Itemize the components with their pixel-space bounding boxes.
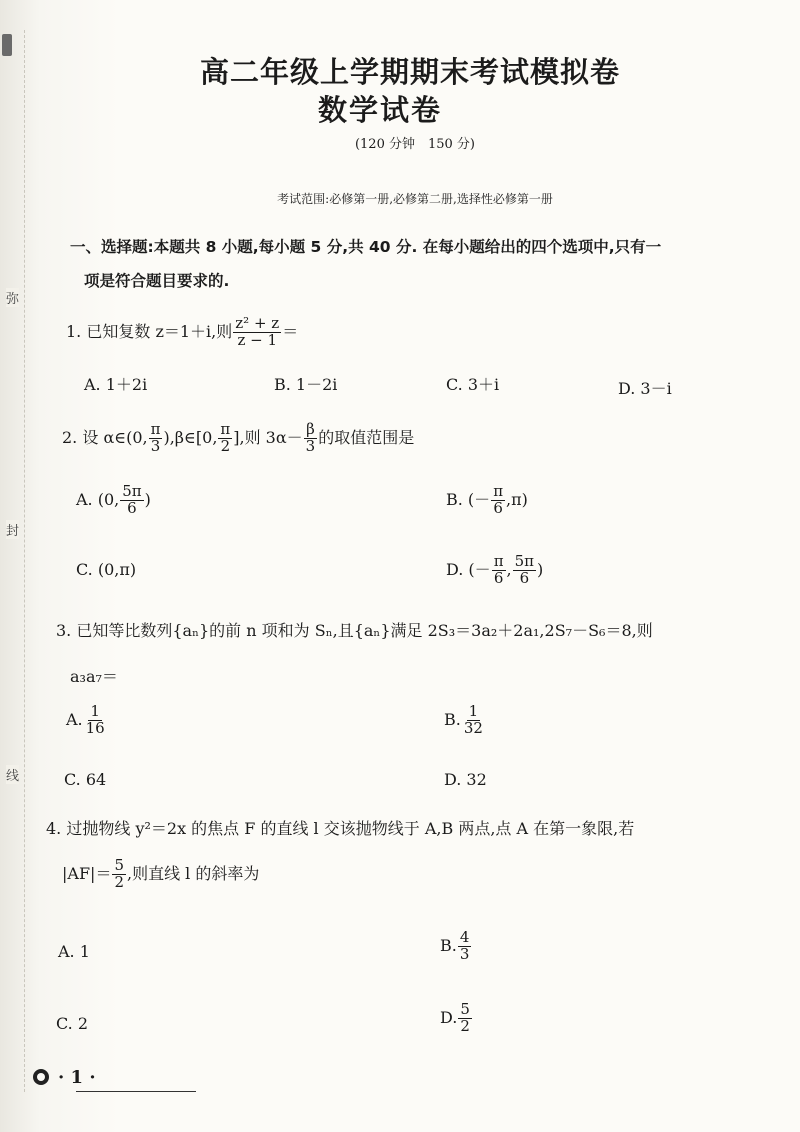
q4-option-c: C. 2 bbox=[56, 1014, 89, 1033]
q3-b-frac bbox=[462, 704, 485, 737]
q4-b-den: 3 bbox=[459, 944, 470, 963]
q2-d-num1: π bbox=[493, 552, 504, 570]
q2-pi3-num: π bbox=[150, 420, 161, 438]
page-number bbox=[58, 1067, 96, 1088]
q4-option-a: A. 1 bbox=[58, 942, 90, 961]
q2-pi2-den: 2 bbox=[220, 436, 231, 455]
q4-option-b bbox=[440, 930, 472, 963]
q2-a-post: ) bbox=[144, 489, 151, 509]
q4-af-num: 5 bbox=[114, 856, 124, 874]
q4-b-pre: B. bbox=[440, 935, 457, 955]
q2-pi3-den: 3 bbox=[150, 436, 161, 455]
q2-a-pre: A. (0, bbox=[76, 489, 120, 509]
q2-b-pre: B. (－ bbox=[446, 489, 491, 509]
q2-d-pre: D. (－ bbox=[446, 559, 491, 579]
section-heading bbox=[70, 230, 770, 298]
binding-char-feng: 封 bbox=[6, 520, 19, 539]
q2-d-post: ) bbox=[537, 559, 544, 579]
q2-frac-pi3 bbox=[149, 422, 163, 455]
q1-option-a: A. 1＋2i bbox=[84, 375, 148, 394]
q4-af-den: 2 bbox=[114, 872, 124, 891]
q4-b-num: 4 bbox=[459, 928, 470, 946]
q2-option-b bbox=[446, 484, 528, 517]
q3-b-num: 1 bbox=[468, 702, 479, 720]
q4-option-d bbox=[440, 1002, 473, 1035]
q1-fraction bbox=[233, 316, 281, 349]
q1-stem-equals: ＝ bbox=[282, 321, 299, 341]
footer-underline bbox=[76, 1091, 196, 1092]
section-heading-line2: 项是符合题目要求的. bbox=[84, 272, 230, 290]
question-4-line2 bbox=[62, 858, 259, 891]
q2-d-den1: 6 bbox=[493, 568, 504, 587]
q3-b-pre: B. bbox=[444, 709, 461, 729]
q4-d-pre: D. bbox=[440, 1007, 458, 1027]
q2-stem-b: 的取值范围是 bbox=[318, 427, 415, 447]
q2-a-num: 5π bbox=[122, 482, 142, 500]
question-2-stem bbox=[62, 422, 414, 455]
q1-option-d: D. 3－i bbox=[618, 379, 672, 398]
q2-b-frac bbox=[491, 484, 505, 517]
q4-d-frac bbox=[458, 1002, 472, 1035]
q2-d-mid: , bbox=[506, 559, 512, 579]
q3-option-b bbox=[444, 704, 486, 737]
q2-b-post: ,π) bbox=[506, 489, 528, 509]
exam-duration-score: (120 分钟 150 分) bbox=[354, 137, 476, 152]
q3-a-frac bbox=[84, 704, 107, 737]
q2-a-frac bbox=[120, 484, 143, 517]
binding-char-xian: 线 bbox=[6, 765, 19, 784]
exam-scope: 考试范围:必修第一册,必修第二册,选择性必修第一册 bbox=[277, 192, 553, 206]
q3-option-a bbox=[66, 704, 108, 737]
q2-beta-den: 3 bbox=[305, 436, 316, 455]
q3-option-d: D. 32 bbox=[444, 770, 487, 789]
q2-b-den: 6 bbox=[493, 498, 503, 517]
q2-beta-num: β bbox=[306, 420, 315, 438]
q4-b-frac bbox=[458, 930, 472, 963]
exam-subtitle: 数学试卷 bbox=[317, 93, 442, 127]
q3-a-pre: A. bbox=[66, 709, 83, 729]
q2-frac-pi2 bbox=[218, 422, 232, 455]
q1-option-b: B. 1－2i bbox=[274, 375, 338, 394]
q3-option-c: C. 64 bbox=[64, 770, 107, 789]
q2-interval-a-open: (0, bbox=[126, 427, 148, 447]
q4-af-frac bbox=[112, 858, 126, 891]
q2-d-den2: 6 bbox=[519, 568, 530, 587]
q1-option-c: C. 3＋i bbox=[446, 375, 500, 394]
q1-frac-num: z² + z bbox=[235, 314, 280, 332]
q2-d-frac2 bbox=[513, 554, 536, 587]
q2-a-den: 6 bbox=[127, 498, 137, 517]
binding-margin bbox=[0, 0, 44, 1132]
q1-frac-den: z − 1 bbox=[237, 330, 278, 349]
q2-stem-a: 2. 设 α∈ bbox=[62, 427, 127, 447]
q2-frac-beta3 bbox=[304, 422, 318, 455]
q3-b-den: 32 bbox=[463, 718, 483, 737]
q2-interval-a-close: ),β∈ bbox=[163, 427, 196, 447]
q4-d-num: 5 bbox=[460, 1000, 470, 1018]
q2-d-frac1 bbox=[492, 554, 506, 587]
exam-title: 高二年级上学期期末考试模拟卷 bbox=[199, 55, 620, 89]
q2-option-d bbox=[446, 554, 543, 587]
q2-pi2-num: π bbox=[220, 420, 231, 438]
q1-stem-text: 1. 已知复数 z＝1＋i,则 bbox=[66, 321, 233, 341]
q4-d-den: 2 bbox=[460, 1016, 470, 1035]
binding-char-mi: 弥 bbox=[6, 288, 19, 307]
q2-interval-b-open: [0, bbox=[195, 427, 218, 447]
page-number-text: · 1 · bbox=[58, 1067, 96, 1088]
question-1-stem bbox=[66, 316, 298, 349]
q2-option-c: C. (0,π) bbox=[76, 560, 137, 579]
q3-a-den: 16 bbox=[85, 718, 105, 737]
section-heading-line1: 一、选择题:本题共 8 小题,每小题 5 分,共 40 分. 在每小题给出的四个选项中,只有一 bbox=[70, 238, 662, 256]
q2-interval-b-close: ],则 3α－ bbox=[233, 427, 303, 447]
q4-af-label: |AF|＝ bbox=[62, 863, 112, 883]
gear-logo-icon bbox=[33, 1069, 49, 1085]
q4-line2-tail: ,则直线 l 的斜率为 bbox=[127, 863, 260, 883]
question-3-line2: a₃a₇＝ bbox=[70, 667, 118, 686]
q2-d-num2: 5π bbox=[514, 552, 535, 570]
question-4-line1: 4. 过抛物线 y²＝2x 的焦点 F 的直线 l 交该抛物线于 A,B 两点,点 A 在第一象限,若 bbox=[46, 819, 635, 838]
q2-option-a bbox=[76, 484, 151, 517]
q2-b-num: π bbox=[493, 482, 504, 500]
question-3-line1: 3. 已知等比数列{aₙ}的前 n 项和为 Sₙ,且{aₙ}满足 2S₃＝3a₂＋2a₁,2S₇－S₆＝8,则 bbox=[56, 621, 653, 640]
q3-a-num: 1 bbox=[90, 702, 100, 720]
